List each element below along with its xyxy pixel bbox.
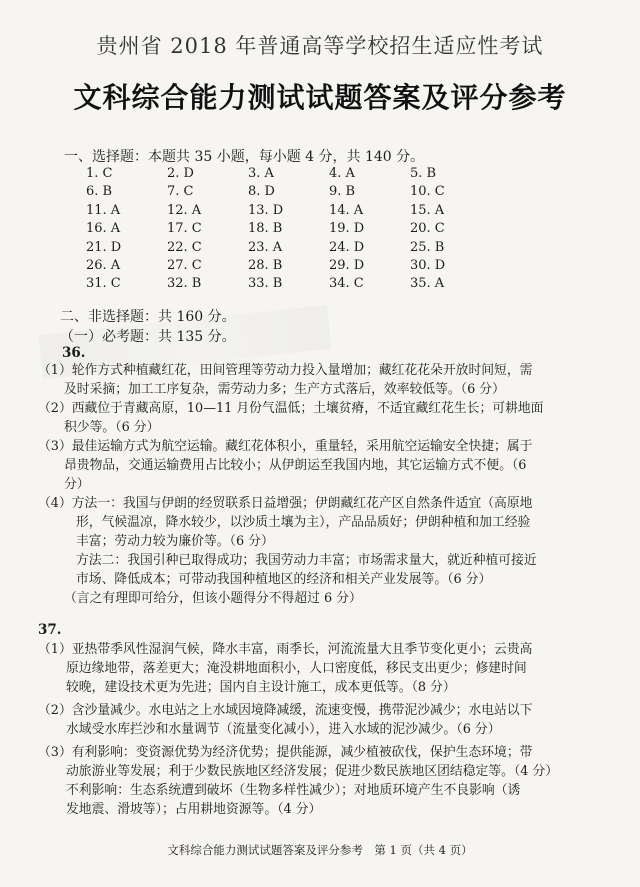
q36-line: 市场、降低成本；可带动我国种植地区的经济和相关产业发展等。（6 分） [76, 572, 492, 587]
answer-cell: 29. D [329, 257, 365, 273]
answer-cell: 35. A [410, 276, 445, 292]
q37-line: 原边缘地带，落差更大；淹没耕地面积小，人口密度低，移民支出更少；修建时间 [66, 661, 527, 676]
answer-cell: 17. C [167, 221, 202, 237]
answer-cell: 27. C [167, 257, 202, 273]
answer-cell: 24. D [329, 239, 365, 255]
answer-cell: 11. A [86, 202, 121, 218]
part2-subheading: （一）必考题：共 135 分。 [60, 329, 236, 345]
part2-heading: 二、非选择题：共 160 分。 [60, 309, 236, 325]
q36-line: 方法二：我国引种已取得成功；我国劳动力丰富；市场需求量大，就近种植可接近 [76, 553, 537, 568]
answer-row [86, 184, 491, 202]
answer-row [86, 221, 491, 239]
answer-cell: 16. A [86, 221, 121, 237]
q36-line: 分） [64, 477, 90, 492]
answer-cell: 10. C [410, 184, 445, 200]
answer-row [86, 258, 491, 276]
answer-grid [86, 166, 491, 295]
q36-line: 及时采摘；加工工序复杂，需劳动力多；生产方式落后，效率较低等。（6 分） [64, 382, 505, 397]
q37-line: （1）亚热带季风性湿润气候，降水丰富，雨季长，河流流量大且季节变化更小；云贵高 [38, 642, 533, 657]
answer-cell: 32. B [167, 276, 202, 292]
answer-cell: 31. C [86, 276, 121, 292]
answer-cell: 8. D [248, 184, 275, 200]
answer-cell: 23. A [248, 239, 283, 255]
answer-cell: 6. B [86, 184, 113, 200]
answer-row [86, 203, 491, 221]
answer-cell: 34. C [329, 276, 364, 292]
q36-line: （言之有理即可给分，但该小题得分不得超过 6 分） [64, 591, 362, 606]
answer-cell: 28. B [248, 257, 283, 273]
exam-title: 贵州省 2018 年普通高等学校招生适应性考试 [96, 34, 544, 58]
q37-line: 水域受水库拦沙和水量调节（流量变化减小），进入水域的泥沙减少。（6 分） [66, 722, 501, 737]
q36-line: 丰富；劳动力较为廉价等。（6 分） [76, 534, 274, 549]
answer-cell: 2. D [167, 166, 194, 181]
page-footer: 文科综合能力测试试题答案及评分参考 第 1 页（共 4 页） [167, 843, 473, 857]
q37-line: （2）含沙量减少。水电站之上水域因境降减缓，流速变慢，携带泥沙减少；水电站以下 [38, 703, 533, 718]
answer-cell: 15. A [410, 202, 445, 218]
answer-cell: 4. A [329, 166, 355, 181]
q36-line: （4）方法一：我国与伊朗的经贸联系日益增强；伊朗藏红花产区自然条件适宜（高原地 [38, 496, 533, 511]
answer-cell: 3. A [248, 166, 274, 181]
answer-cell: 33. B [248, 276, 283, 292]
question-37-number: 37. [38, 622, 62, 638]
q36-line: （1）轮作方式种植藏红花，田间管理等劳动力投入量增加；藏红花花朵开放时间短，需 [38, 363, 533, 378]
q36-line: （3）最佳运输方式为航空运输。藏红花体积小，重量轻，采用航空运输安全快捷；属于 [38, 439, 533, 454]
answer-cell: 12. A [167, 202, 202, 218]
answer-cell: 22. C [167, 239, 202, 255]
q37-line: （3）有利影响：变资源优势为经济优势；提供能源，减少植被砍伐，保护生态环境；带 [38, 745, 533, 760]
answer-cell: 13. D [248, 202, 284, 218]
q37-line: 不利影响：生态系统遭到破坏（生物多样性减少）；对地质环境产生不良影响（诱 [66, 783, 521, 798]
answer-cell: 26. A [86, 257, 121, 273]
answer-row [86, 276, 491, 294]
answer-row [86, 240, 491, 258]
answer-cell: 18. B [248, 221, 283, 237]
answer-cell: 30. D [410, 257, 446, 273]
answer-cell: 14. A [329, 202, 364, 218]
q37-line: 发地震、滑坡等）；占用耕地资源等。（4 分） [66, 802, 322, 817]
document-title: 文科综合能力测试试题答案及评分参考 [73, 81, 567, 114]
answer-cell: 19. D [329, 221, 365, 237]
answer-cell: 9. B [329, 184, 356, 200]
q36-line: 昂贵物品，交通运输费用占比较小；从伊朗运至我国内地，其它运输方式不便。（6 [64, 458, 527, 473]
answer-row [86, 166, 491, 184]
answer-cell: 5. B [410, 166, 437, 181]
part1-heading: 一、选择题：本题共 35 小题，每小题 4 分，共 140 分。 [64, 149, 425, 165]
answer-cell: 21. D [86, 239, 122, 255]
question-36-number: 36. [62, 345, 86, 361]
answer-cell: 1. C [86, 166, 113, 181]
q36-line: 积少等。（6 分） [64, 420, 160, 435]
answer-cell: 25. B [410, 239, 445, 255]
q37-line: 动旅游业等发展；利于少数民族地区经济发展；促进少数民族地区团结稳定等。（4 分） [66, 764, 559, 779]
answer-cell: 7. C [167, 184, 194, 200]
answer-cell: 20. C [410, 221, 445, 237]
q37-line: 较晚，建设技术更为先进；国内自主设计施工，成本更低等。（8 分） [66, 680, 456, 695]
q36-line: 形，气候温凉，降水较少，以沙质土壤为主），产品品质好；伊朗种植和加工经验 [76, 515, 531, 530]
q36-line: （2）西藏位于青藏高原，10—11 月份气温低；土壤贫瘠，不适宜藏红花生长；可耕地面 [38, 401, 544, 416]
